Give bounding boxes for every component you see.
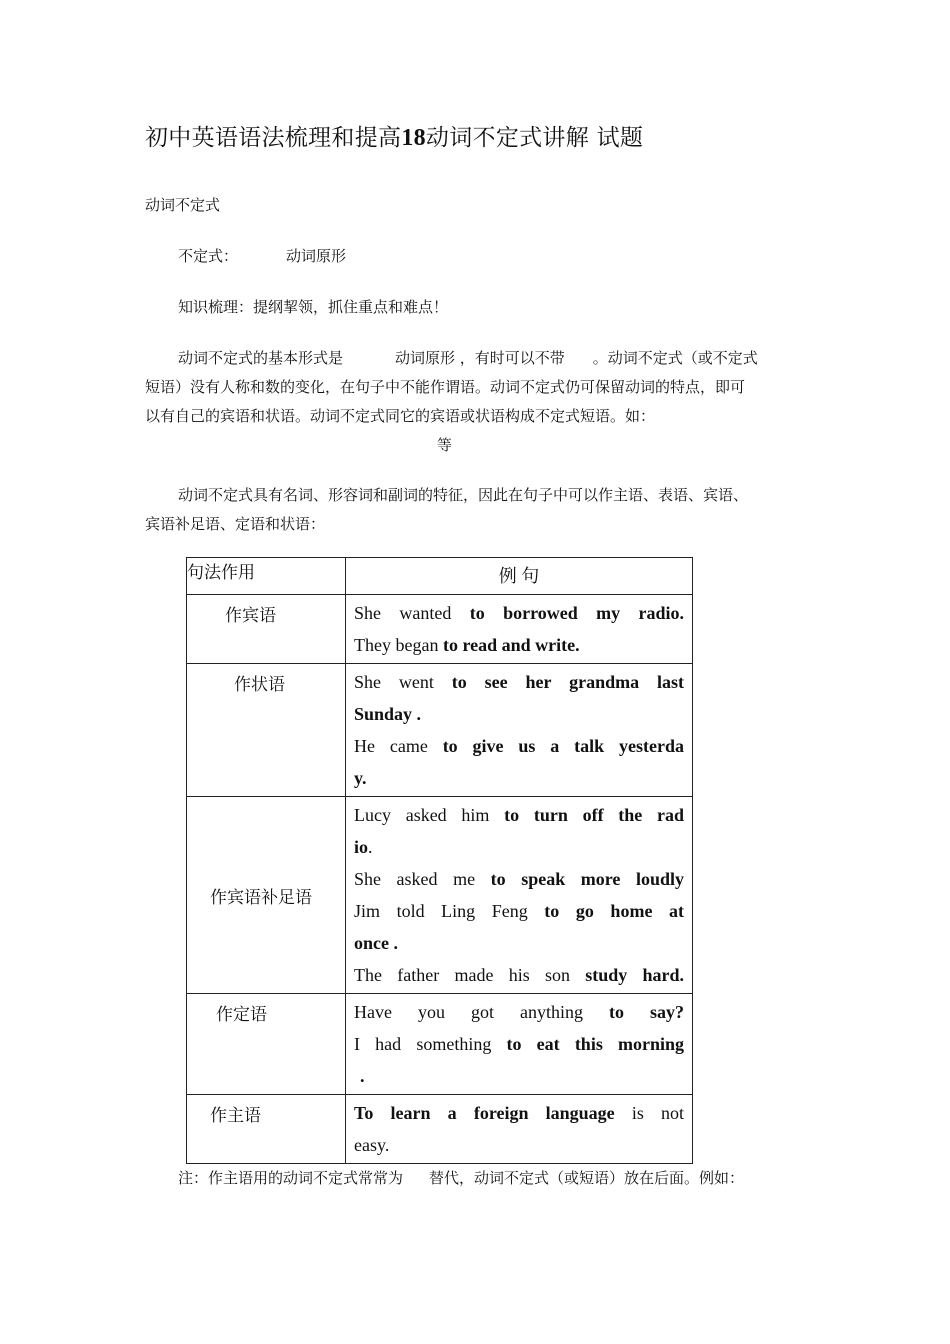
- page-title: 初中英语语法梳理和提高18动词不定式讲解 试题: [145, 125, 644, 151]
- role-label: 作宾语补足语: [210, 887, 312, 908]
- intro-line-2: 短语）没有人称和数的变化，在句子中不能作谓语。动词不定式仍可保留动词的特点，即可: [145, 378, 746, 396]
- intro-line-3: 以有自己的宾语和状语。动词不定式同它的宾语或状语构成不定式短语。如：: [145, 407, 656, 425]
- table-row: [187, 1095, 693, 1164]
- example-cell: [346, 1095, 693, 1164]
- example-sentence: Sunday .: [354, 704, 422, 724]
- example-sentence: once .: [354, 933, 398, 953]
- section-heading: 动词不定式: [145, 196, 221, 214]
- header-role: 句法作用: [187, 558, 346, 595]
- table-row: [187, 595, 693, 664]
- role-label: 作状语: [234, 675, 285, 695]
- table-row: [187, 797, 693, 994]
- example-sentence: Have you got anything to say?: [354, 1002, 684, 1022]
- example-sentence: io.: [354, 837, 373, 857]
- form-label: 不定式：: [178, 247, 239, 265]
- intro-line-4: 等: [437, 436, 453, 454]
- note-text: 注：作主语用的动词不定式常常为 替代，动词不定式（或短语）放在后面。例如：: [178, 1169, 745, 1187]
- role-cell: [187, 595, 346, 664]
- example-sentence: .: [360, 1066, 365, 1086]
- example-sentence: The father made his son study hard.: [354, 965, 685, 985]
- example-cell: [346, 994, 693, 1095]
- grammar-table: [186, 557, 693, 1164]
- table-row: [187, 664, 693, 797]
- example-sentence: To learn a foreign language is not: [354, 1103, 685, 1123]
- intro-paragraph: [145, 344, 810, 460]
- header-example: 例 句: [346, 558, 693, 595]
- features-line-1: 动词不定式具有名词、形容词和副词的特征，因此在句子中可以作主语、表语、宾语、: [178, 486, 749, 504]
- role-label: 作宾语: [225, 606, 276, 626]
- example-sentence: She went to see her grandma last: [354, 672, 684, 692]
- role-cell: [187, 1095, 346, 1164]
- example-sentence: Jim told Ling Feng to go home at: [354, 901, 684, 921]
- role-cell: [187, 994, 346, 1095]
- role-label: 作主语: [210, 1106, 261, 1126]
- role-cell: [187, 664, 346, 797]
- role-cell: [187, 797, 346, 994]
- example-sentence: She wanted to borrowed my radio.: [354, 603, 685, 623]
- example-sentence: I had something to eat this morning: [354, 1034, 685, 1054]
- features-line-2: 宾语补足语、定语和状语：: [145, 515, 326, 533]
- example-cell: [346, 664, 693, 797]
- example-sentence: y.: [354, 768, 367, 788]
- example-sentence: He came to give us a talk yesterda: [354, 736, 684, 756]
- example-cell: [346, 595, 693, 664]
- role-label: 作定语: [216, 1005, 267, 1025]
- table-row: [187, 994, 693, 1095]
- form-value: 动词原形: [286, 247, 347, 265]
- example-cell: [346, 797, 693, 994]
- features-paragraph: [145, 481, 810, 539]
- tip-text: 知识梳理：提纲挈领，抓住重点和难点！: [178, 298, 449, 316]
- example-sentence: easy.: [354, 1135, 390, 1155]
- table-header-row: [187, 558, 693, 595]
- example-sentence: Lucy asked him to turn off the rad: [354, 805, 684, 825]
- example-sentence: They began to read and write.: [354, 635, 580, 655]
- example-sentence: She asked me to speak more loudly: [354, 869, 684, 889]
- intro-line-1: 动词不定式的基本形式是 动词原形 ，有时可以不带 。动词不定式（或不定式: [178, 349, 758, 367]
